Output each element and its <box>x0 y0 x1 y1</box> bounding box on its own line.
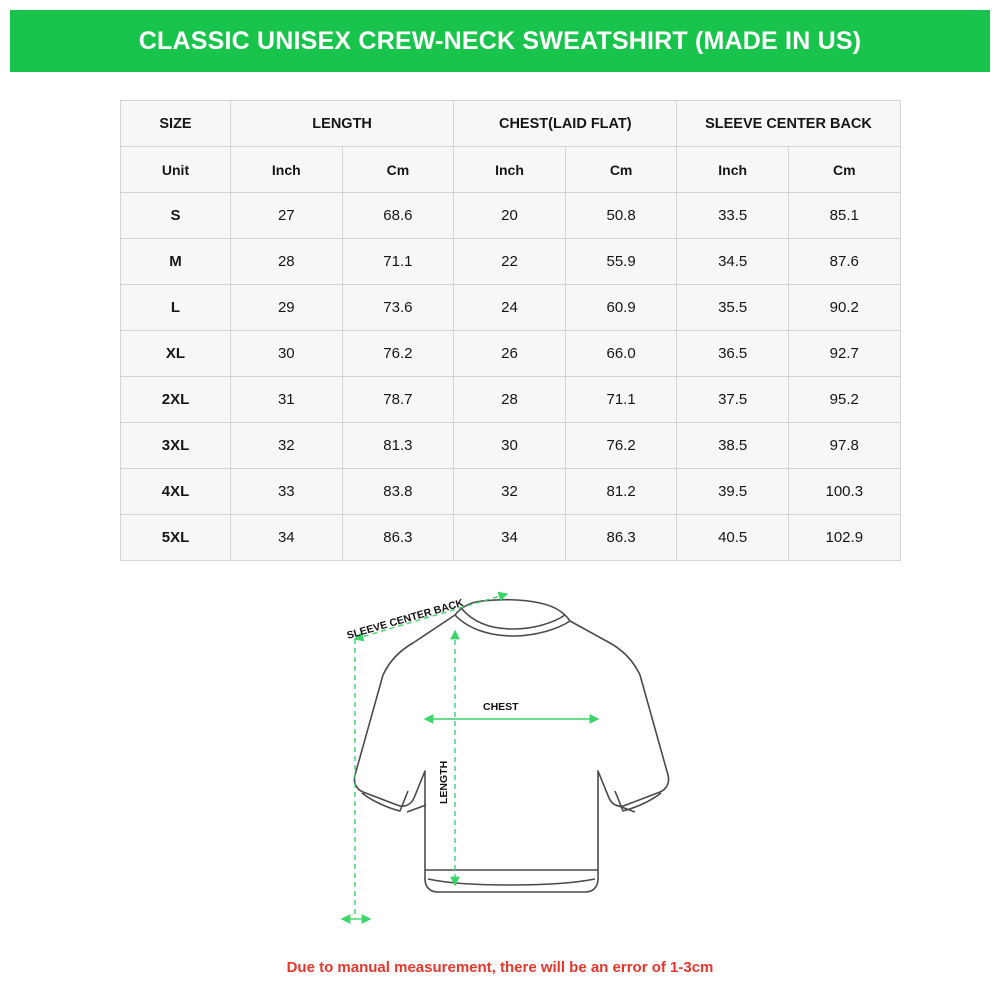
cell-chest-cm: 71.1 <box>565 377 677 423</box>
cell-size: 2XL <box>121 377 231 423</box>
cell-sleeve-cm: 95.2 <box>788 377 900 423</box>
cell-chest-cm: 50.8 <box>565 193 677 239</box>
table-unit-row <box>121 147 901 193</box>
cell-sleeve-inch: 33.5 <box>677 193 789 239</box>
cell-length-cm: 73.6 <box>342 285 454 331</box>
cell-length-inch: 34 <box>231 515 343 561</box>
cell-sleeve-cm: 90.2 <box>788 285 900 331</box>
size-table <box>120 100 901 561</box>
table-row <box>121 239 901 285</box>
header-size: SIZE <box>121 101 231 147</box>
cell-length-inch: 28 <box>231 239 343 285</box>
cell-length-cm: 78.7 <box>342 377 454 423</box>
length-label: LENGTH <box>438 760 450 804</box>
unit-sleeve-inch: Inch <box>677 147 789 193</box>
cell-size: XL <box>121 331 231 377</box>
cell-sleeve-inch: 39.5 <box>677 469 789 515</box>
cell-chest-inch: 26 <box>454 331 566 377</box>
cell-chest-inch: 30 <box>454 423 566 469</box>
unit-sleeve-cm: Cm <box>788 147 900 193</box>
unit-chest-cm: Cm <box>565 147 677 193</box>
cell-sleeve-inch: 34.5 <box>677 239 789 285</box>
cell-sleeve-inch: 40.5 <box>677 515 789 561</box>
cell-chest-inch: 20 <box>454 193 566 239</box>
cell-length-inch: 29 <box>231 285 343 331</box>
cell-sleeve-inch: 35.5 <box>677 285 789 331</box>
cell-chest-inch: 28 <box>454 377 566 423</box>
cell-chest-inch: 22 <box>454 239 566 285</box>
cell-length-inch: 31 <box>231 377 343 423</box>
cell-sleeve-cm: 102.9 <box>788 515 900 561</box>
page-title: CLASSIC UNISEX CREW-NECK SWEATSHIRT (MADE IN US) <box>138 26 862 55</box>
cell-sleeve-cm: 92.7 <box>788 331 900 377</box>
header-sleeve: SLEEVE CENTER BACK <box>677 101 900 147</box>
cell-size: 5XL <box>121 515 231 561</box>
cell-chest-inch: 24 <box>454 285 566 331</box>
measurement-disclaimer: Due to manual measurement, there will be an error of 1-3cm <box>286 959 714 976</box>
cell-sleeve-inch: 36.5 <box>677 331 789 377</box>
unit-chest-inch: Inch <box>454 147 566 193</box>
chest-label: CHEST <box>483 701 519 713</box>
cell-sleeve-inch: 38.5 <box>677 423 789 469</box>
sweatshirt-illustration <box>354 600 668 892</box>
table-group-header-row <box>121 101 901 147</box>
cell-size: 4XL <box>121 469 231 515</box>
cell-chest-cm: 60.9 <box>565 285 677 331</box>
cell-sleeve-cm: 100.3 <box>788 469 900 515</box>
table-row <box>121 377 901 423</box>
cell-length-cm: 83.8 <box>342 469 454 515</box>
cell-length-cm: 71.1 <box>342 239 454 285</box>
header-banner <box>10 10 990 72</box>
cell-sleeve-cm: 87.6 <box>788 239 900 285</box>
sleeve-label: SLEEVE CENTER BACK <box>345 597 465 642</box>
cell-size: L <box>121 285 231 331</box>
cell-chest-cm: 81.2 <box>565 469 677 515</box>
garment-diagram <box>10 579 1000 939</box>
table-row <box>121 469 901 515</box>
cell-length-cm: 68.6 <box>342 193 454 239</box>
cell-size: 3XL <box>121 423 231 469</box>
table-row <box>121 423 901 469</box>
header-chest: CHEST(LAID FLAT) <box>454 101 677 147</box>
cell-length-inch: 30 <box>231 331 343 377</box>
cell-length-cm: 81.3 <box>342 423 454 469</box>
cell-length-inch: 33 <box>231 469 343 515</box>
cell-chest-cm: 86.3 <box>565 515 677 561</box>
cell-sleeve-inch: 37.5 <box>677 377 789 423</box>
size-table-container <box>10 100 990 561</box>
unit-label: Unit <box>121 147 231 193</box>
table-row <box>121 331 901 377</box>
cell-chest-inch: 34 <box>454 515 566 561</box>
unit-length-cm: Cm <box>342 147 454 193</box>
cell-chest-cm: 55.9 <box>565 239 677 285</box>
cell-length-cm: 76.2 <box>342 331 454 377</box>
cell-sleeve-cm: 85.1 <box>788 193 900 239</box>
header-length: LENGTH <box>231 101 454 147</box>
cell-chest-cm: 76.2 <box>565 423 677 469</box>
cell-length-inch: 27 <box>231 193 343 239</box>
cell-length-inch: 32 <box>231 423 343 469</box>
unit-length-inch: Inch <box>231 147 343 193</box>
cell-chest-cm: 66.0 <box>565 331 677 377</box>
cell-size: M <box>121 239 231 285</box>
cell-size: S <box>121 193 231 239</box>
table-row <box>121 515 901 561</box>
cell-chest-inch: 32 <box>454 469 566 515</box>
cell-sleeve-cm: 97.8 <box>788 423 900 469</box>
table-row <box>121 193 901 239</box>
cell-length-cm: 86.3 <box>342 515 454 561</box>
table-row <box>121 285 901 331</box>
